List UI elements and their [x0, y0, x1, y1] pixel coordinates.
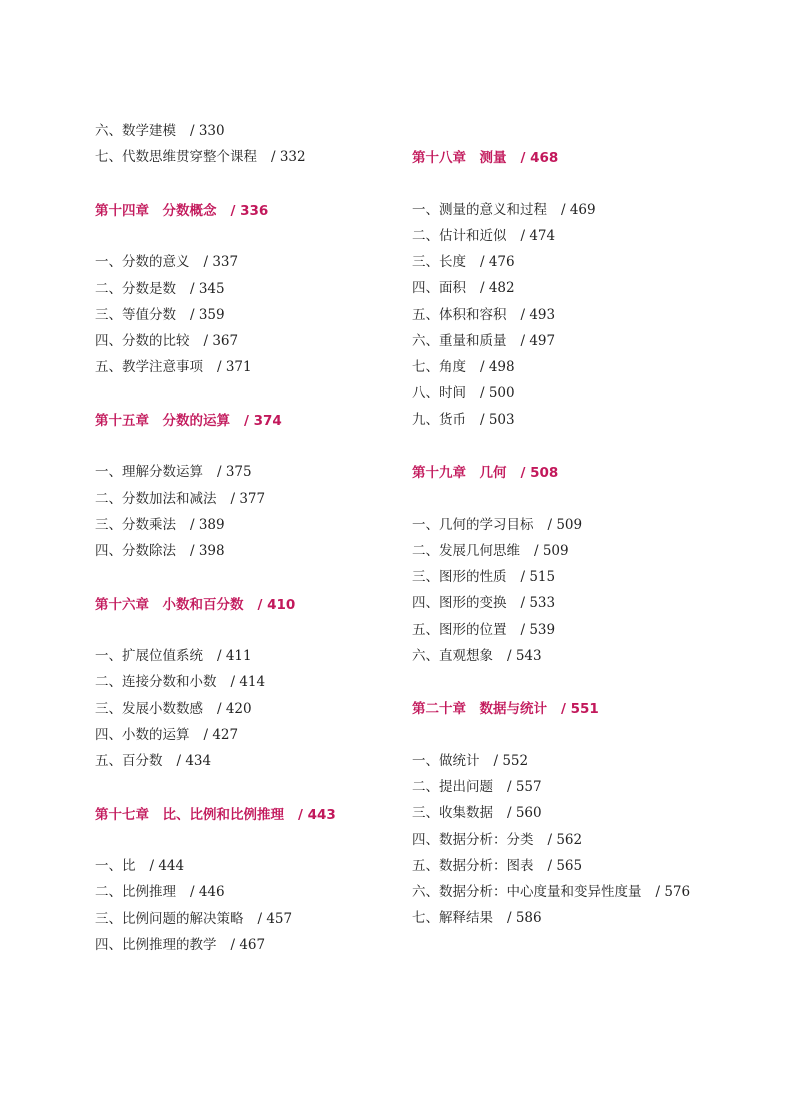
entry-title: 一、几何的学习目标 [412, 516, 534, 533]
entry-title: 三、比例问题的解决策略 [95, 910, 244, 927]
entry-title: 二、比例推理 [95, 884, 176, 901]
page-number: / 562 [547, 831, 583, 848]
entry-title: 五、数据分析：图表 [412, 857, 534, 874]
toc-entry [95, 305, 395, 331]
toc-entry [412, 856, 742, 882]
chapter-heading [412, 462, 742, 488]
page-number: / 359 [190, 306, 225, 323]
spacer [95, 830, 395, 856]
toc-entry [412, 830, 742, 856]
entry-title: 一、理解分数运算 [95, 464, 203, 481]
toc-entry [412, 567, 742, 593]
page-number: / 443 [298, 806, 336, 823]
entry-title: 六、重量和质量 [412, 332, 507, 349]
entry-title: 三、分数乘法 [95, 516, 176, 533]
entry-title: 一、测量的意义和过程 [412, 201, 547, 218]
toc-entry [412, 331, 742, 357]
page-number: / 560 [507, 805, 542, 822]
entry-title: 四、面积 [412, 280, 466, 297]
page-number: / 474 [520, 227, 556, 244]
page-number: / 371 [217, 359, 252, 376]
spacer [95, 620, 395, 646]
entry-title: 八、时间 [412, 385, 466, 402]
toc-entry [95, 725, 395, 751]
spacer [412, 488, 742, 514]
toc-entry [412, 252, 742, 278]
page-number: / 493 [520, 306, 556, 323]
spacer [95, 226, 395, 252]
chapter-heading [95, 804, 395, 830]
page-number: / 586 [507, 910, 542, 927]
chapter-heading [95, 200, 395, 226]
toc-entry [412, 646, 742, 672]
entry-title: 五、百分数 [95, 753, 163, 769]
page-number: / 367 [203, 333, 239, 349]
toc-entry [95, 252, 395, 278]
page-number: / 457 [257, 910, 293, 927]
page-number: / 330 [190, 123, 225, 139]
toc-entry [412, 882, 742, 908]
toc-entry [95, 935, 395, 961]
entry-title: 三、长度 [412, 254, 466, 270]
toc-entry [95, 279, 395, 305]
page-number: / 551 [561, 701, 599, 718]
page-number: / 411 [217, 648, 252, 664]
entry-title: 二、提出问题 [412, 779, 493, 795]
entry-title: 九、货币 [412, 411, 466, 428]
spacer [95, 174, 395, 200]
chapter-heading [412, 698, 742, 724]
chapter-title: 第十九章 几何 [412, 465, 507, 481]
spacer [95, 436, 395, 462]
entry-title: 三、等值分数 [95, 306, 176, 323]
page-number: / 345 [190, 280, 225, 297]
entry-title: 七、代数思维贯穿整个课程 [95, 149, 257, 166]
entry-title: 四、小数的运算 [95, 726, 190, 743]
entry-title: 六、数学建模 [95, 123, 176, 139]
entry-title: 三、收集数据 [412, 805, 493, 822]
chapter-title: 第十五章 分数的运算 [95, 412, 230, 429]
page-number: / 389 [190, 516, 225, 533]
page-number: / 576 [655, 884, 691, 900]
entry-title: 一、比 [95, 858, 136, 874]
chapter-heading [95, 410, 395, 436]
page-number: / 467 [230, 936, 266, 953]
toc-entry [412, 383, 742, 409]
toc-entry [95, 699, 395, 725]
chapter-title: 第十六章 小数和百分数 [95, 596, 244, 613]
page-number: / 509 [534, 542, 569, 559]
toc-entry [412, 515, 742, 541]
page-number: / 498 [480, 359, 515, 375]
page-number: / 444 [149, 858, 185, 874]
entry-title: 二、分数是数 [95, 280, 176, 297]
toc-entry [412, 410, 742, 436]
page-number: / 427 [203, 726, 239, 743]
toc-entry [412, 777, 742, 803]
toc-entry [412, 278, 742, 304]
page-number: / 468 [520, 150, 559, 166]
chapter-heading [412, 147, 742, 173]
entry-title: 三、图形的性质 [412, 569, 507, 585]
page-number: / 398 [190, 543, 225, 559]
entry-title: 四、分数除法 [95, 543, 176, 559]
entry-title: 二、估计和近似 [412, 227, 507, 244]
page-number: / 374 [244, 412, 282, 429]
toc-entry [95, 489, 395, 515]
toc-entry [412, 226, 742, 252]
spacer [412, 725, 742, 751]
page-number: / 434 [176, 753, 212, 769]
spacer [95, 567, 395, 593]
page-number: / 552 [493, 752, 529, 769]
entry-title: 四、图形的变换 [412, 595, 507, 612]
toc-entry [95, 541, 395, 567]
toc-entry [412, 541, 742, 567]
page-number: / 377 [230, 490, 266, 507]
page-number: / 336 [230, 202, 269, 219]
page-number: / 543 [507, 647, 542, 664]
toc-entry [95, 672, 395, 698]
toc-left-column [95, 121, 395, 961]
entry-title: 五、体积和容积 [412, 306, 507, 323]
toc-entry [412, 803, 742, 829]
page-number: / 509 [547, 516, 583, 533]
page-number: / 565 [547, 857, 583, 874]
page-number: / 414 [230, 674, 266, 691]
page-number: / 503 [480, 411, 515, 428]
page-number: / 515 [520, 569, 556, 585]
entry-title: 四、比例推理的教学 [95, 936, 217, 953]
toc-entry [412, 200, 742, 226]
spacer [95, 384, 395, 410]
toc-entry [95, 147, 395, 173]
entry-title: 六、直观想象 [412, 647, 493, 664]
spacer [412, 436, 742, 462]
entry-title: 六、数据分析：中心度量和变异性度量 [412, 884, 642, 900]
toc-right-column [412, 147, 742, 935]
toc-entry [95, 882, 395, 908]
page-number: / 420 [217, 700, 252, 717]
spacer [412, 173, 742, 199]
page-number: / 446 [190, 884, 225, 901]
spacer [95, 777, 395, 803]
page-number: / 508 [520, 465, 559, 481]
entry-title: 五、教学注意事项 [95, 359, 203, 376]
toc-entry [95, 646, 395, 672]
toc-entry [412, 305, 742, 331]
spacer [412, 672, 742, 698]
page-number: / 332 [271, 149, 306, 166]
toc-entry [412, 908, 742, 934]
toc-entry [412, 620, 742, 646]
entry-title: 四、数据分析：分类 [412, 831, 534, 848]
page-number: / 337 [203, 254, 239, 271]
toc-entry [412, 751, 742, 777]
toc-entry [95, 357, 395, 383]
toc-entry [95, 856, 395, 882]
chapter-heading [95, 594, 395, 620]
toc-entry [95, 751, 395, 777]
entry-title: 三、发展小数数感 [95, 700, 203, 717]
entry-title: 一、分数的意义 [95, 254, 190, 271]
page-number: / 375 [217, 464, 252, 481]
toc-entry [95, 909, 395, 935]
entry-title: 七、解释结果 [412, 910, 493, 927]
page-number: / 497 [520, 332, 556, 349]
entry-title: 五、图形的位置 [412, 621, 507, 638]
page-number: / 410 [257, 596, 296, 613]
toc-entry [95, 121, 395, 147]
page-number: / 469 [561, 201, 596, 218]
chapter-title: 第二十章 数据与统计 [412, 701, 547, 718]
entry-title: 二、分数加法和减法 [95, 490, 217, 507]
entry-title: 二、发展几何思维 [412, 542, 520, 559]
page-number: / 482 [480, 280, 515, 297]
entry-title: 一、做统计 [412, 752, 480, 769]
entry-title: 一、扩展位值系统 [95, 648, 203, 664]
toc-entry [95, 331, 395, 357]
chapter-title: 第十八章 测量 [412, 150, 507, 166]
page-number: / 533 [520, 595, 556, 612]
entry-title: 七、角度 [412, 359, 466, 375]
toc-entry [95, 462, 395, 488]
chapter-title: 第十四章 分数概念 [95, 202, 217, 219]
entry-title: 四、分数的比较 [95, 333, 190, 349]
page-number: / 500 [480, 385, 515, 402]
entry-title: 二、连接分数和小数 [95, 674, 217, 691]
toc-entry [412, 593, 742, 619]
chapter-title: 第十七章 比、比例和比例推理 [95, 806, 284, 823]
toc-entry [95, 515, 395, 541]
page-number: / 539 [520, 621, 556, 638]
page-number: / 557 [507, 779, 542, 795]
page-number: / 476 [480, 254, 515, 270]
toc-entry [412, 357, 742, 383]
